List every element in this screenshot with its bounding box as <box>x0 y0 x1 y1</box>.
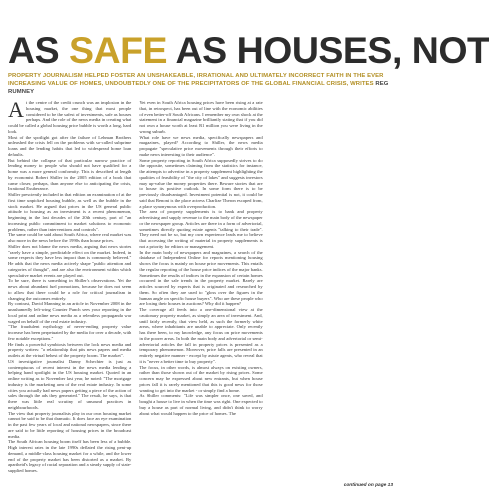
drop-cap: A <box>8 97 24 122</box>
byline: REG RUMNEY <box>8 81 389 95</box>
paragraph: The coverage all feeds into a one-dimensional view at the cautionary property market, as simply an area of investment. And, until fairly recently, that view held, as such the formerly white areas, where inhabitants are unable to appreciate. Only recently has there been, to my knowledge, any focus on price movements in the poorer areas. In both the main body and advertorial or semi-advertorial articles the fall in property prices is presented as a temporary phenomenon. Moreover, price falls are presented in an entirely negative manner - except by astute agents, who reveal that it is "never a better time to buy property". <box>139 307 263 364</box>
paragraph: Most of the spotlight got after the failure of Lehman Brothers unleashed the crisis fell on the problems with so-called subprime loans and the lending habits that led to widespread home loan defaults. <box>8 134 132 157</box>
paragraph: US investigative journalist Danny Schechter is just as contemptuous of recent interest in the news media lending a helping hand spotlight in the US housing market. Quoted in an online writing as to November last year, he noted: "The mortgage industry is the marketing arm of the real estate industry. In some cities you actually had news papers getting a piece of the action of sales through the ads they generated." The result, he says, is that there was little real scrutiny of unsound practices in neighbourhoods. <box>8 358 132 410</box>
paragraph: The South African housing boom itself has been less of a bubble. High interest rates in the late 1990s deflated the rising pent-up demand, a middle-class housing market for a while, and the lower end of the property market has been distorted as a market. By apartheid's legacy of racial separation and a steady supply of state-supplied homes. <box>8 439 132 473</box>
paragraph: The same could be said about South Africa, where real market was also more in the news before the 1990s than house prices. <box>8 232 132 243</box>
headline-accent-word: SAFE <box>69 29 168 71</box>
paragraph: To be sure, there is something in Shiller's observations. Yet the news about abundant fuel promotions, because he does not seem to allow that there could be a role for critical journalism in changing the outcomes entirely. <box>8 278 132 301</box>
headline-part-2: AS HOUSES, NOT <box>167 29 489 71</box>
article-body <box>8 97 394 478</box>
paragraph: What role have we news media, specifically newspapers and magazines, played? According to Shiller, the news media propagate "speculative price movements through their efforts to make news interesting to their audience". <box>139 134 263 157</box>
paragraph: The view that property journalists play in our own housing market cannot be said to be that dramatic. It does face an eye examination in the past few years of local and national newspapers, since there are said to be little reporting of housing prices in the broadcast media. <box>8 410 132 439</box>
paragraph: In the main body of newspapers and magazines, a search of the database of Independent Online for reports mentioning housing shows the focus is mainly on house price movements. This entails the regular reporting of the house price indices of the major banks. Sometimes the results of indices in the expansion of certain homes occurred in the sale trends in the property market. Rarely are articles sourced by experts that is originated and researched by them. So often they are used to "gloss over the figures in the human angle on specific house buyers". Who are these people who are losing their houses in auctions? Why did it happen? <box>139 249 263 307</box>
paragraph: The area of property supplements is to bank and property advertising and supply revenue to the main body of the newspaper or the newspaper group. Articles are there in a form of advertorial, sometimes directly quoting estate agents "talking to their trade". They need not be so, but my own experience leads me to believe that accessing the writing of material in property supplements is not a priority for editors or management. <box>139 209 263 249</box>
paragraph: Shiller does not blame the news media, arguing that news stories "rarely have a simple, predictable effect on the market. Indeed, in some respects they have less impact than is commonly believed." He adds that the news media actively shape "public attention and categories of thought", and are also the environment within which speculative market events are played out. <box>8 243 132 278</box>
paragraph: By contrast, David Manning in an article in November 2008 in the unashamedly left-wing Counter Punch sees your reporting in the local print and online news media as a relentless propaganda war waged on behalf of the real estate industry. <box>8 301 132 324</box>
standfirst <box>8 72 394 96</box>
paragraph: Shiller presciently included in that edition an examination of at the first time unpicked housing bubble, as well as the bubble in the stock market. He argued that prices in the US general public attitude to housing as an investment is a recent phenomenon, beginning in the last decades of the 20th century, part of "an increasing public commitment to market solutions to economic problems, rather than interventions and controls". <box>8 192 132 232</box>
continued-on-page-link[interactable]: continued on page 13 <box>343 483 393 488</box>
paragraph: Some property reporting in South Africa supposedly strives to do the opposite, sometimes claiming from the statistics for instance, the attempts to advertise in a property supplement highlighting the qualities of feasibility of "the city of lakes" and suggests investors may up-value the money properties there. Beware stories that are to house its positive outlook. In some form there is to be previously disadvantaged. Investment potential is not, it could be said that Benoni is the place actress Charlize Theron escaped from, a place synonymous with overproduction. <box>139 157 263 209</box>
headline <box>8 29 489 71</box>
paragraph-1: At the centre of the credit crunch was an implosion in the housing market, the one thing that most people considered to be the safest of investments, safe as houses perhaps. And the role of the news media in creating what could be called a global housing price bubble is worth a long, hard look. <box>8 97 132 134</box>
paragraph: He finds a powerful symbiosis between the lock news media and property writers: "a relationship that pits news papers and media outlets at the virtual behest of the property boom. The market". <box>8 341 132 358</box>
paragraph: Yet even in South Africa housing prices have been rising at a rate that, in retrospect, has been out of line with the economic abilities of even better-off South Africans. I remember my own shock at the statement in a financial magazine brilliantly stating that if you did not own a house worth at least R1 million you were living in the wrong suburb. <box>139 100 263 134</box>
paragraph: The focus, in other words, is almost always on existing owners, rather than those shown out of the market by rising prices. Some concern may be expressed about new entrants, but when house prices fall it is rarely mentioned that this is good news for those wanting to get into the market - or simply find a home. <box>139 364 263 393</box>
standfirst-text: PROPERTY JOURNALISM HELPED FOSTER AN UNSHAKEABLE, IRRATIONAL AND ULTIMATELY INCORRECT FAITH IN THE EVER INCREASING VALUE OF HOMES, UNDOUBTEDLY ONE OF THE PRECIPITATORS OF THE GLOBAL FINANCIAL CRISIS, WRITES <box>8 73 384 87</box>
paragraph: "The fraudulent mythology of never-ending property value increase has been perpetuated by the media for over a decade, with few notable exceptions." <box>8 324 132 341</box>
paragraph: But behind the collapse of that particular narrow practice of lending money to people who should not have qualified for a home was a more general conformity. This is described at length by economist Robert Shiller in the 2005 edition of a book that came closer, perhaps, than anyone else to anticipating the crisis, Irrational Exuberance. <box>8 157 132 192</box>
paragraph: As Shiller comments: "Life was simpler once, one saved, and bought a house to live in when the time was right. One expected to buy a house as part of normal living, and didn't think to worry about what would happen to the price of homes. The <box>139 393 263 416</box>
headline-part-1: AS <box>8 29 70 71</box>
